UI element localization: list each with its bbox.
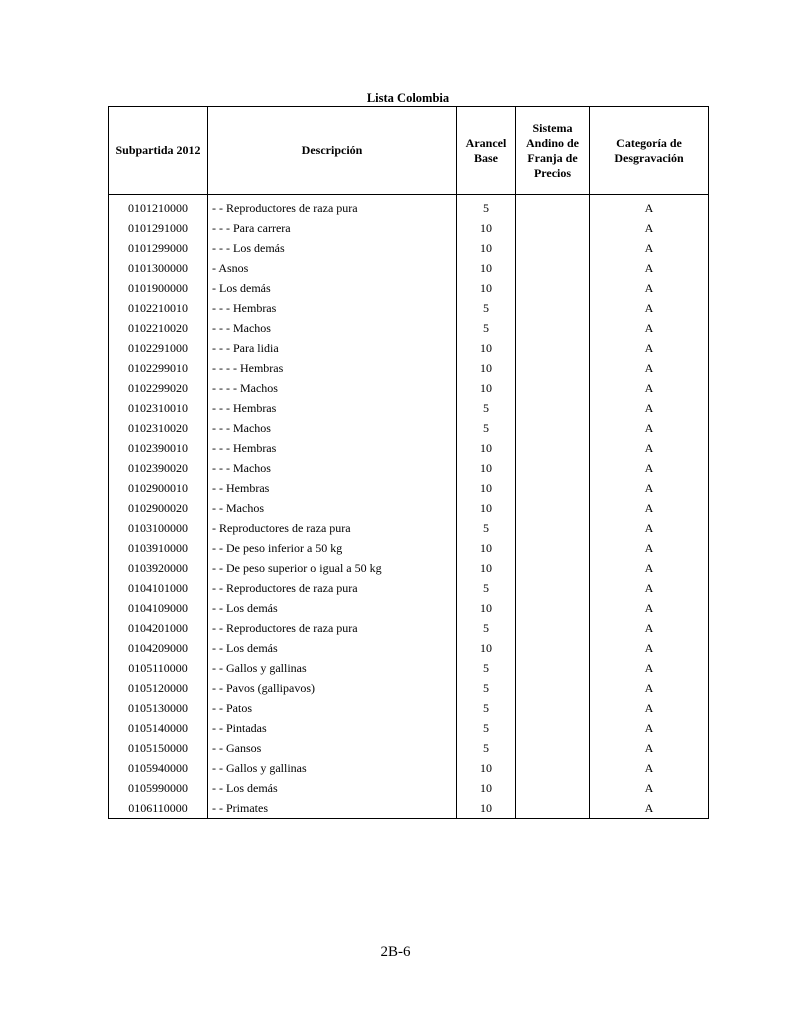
table-body: [109, 195, 709, 819]
category-cell: A: [590, 238, 709, 258]
category-cell: A: [590, 358, 709, 378]
header-categoria: Categoría de Desgravación: [590, 107, 709, 195]
description-cell: - Los demás: [208, 278, 457, 298]
code-cell: 0102291000: [109, 338, 208, 358]
price-band-cell: [516, 778, 590, 798]
category-cell: A: [590, 718, 709, 738]
description-cell: - - Gallos y gallinas: [208, 758, 457, 778]
description-cell: - - - Machos: [208, 318, 457, 338]
table-row: [109, 638, 709, 658]
category-cell: A: [590, 498, 709, 518]
description-cell: - - Reproductores de raza pura: [208, 198, 457, 218]
code-cell: 0101299000: [109, 238, 208, 258]
price-band-cell: [516, 718, 590, 738]
price-band-cell: [516, 538, 590, 558]
price-band-cell: [516, 658, 590, 678]
base-rate-cell: 5: [457, 198, 516, 218]
base-rate-cell: 10: [457, 258, 516, 278]
code-cell: 0102210020: [109, 318, 208, 338]
table-row: [109, 238, 709, 258]
description-cell: - - - - Machos: [208, 378, 457, 398]
description-cell: - - Reproductores de raza pura: [208, 618, 457, 638]
header-arancel-base: Arancel Base: [457, 107, 516, 195]
description-cell: - - - Hembras: [208, 298, 457, 318]
table-row: [109, 578, 709, 598]
base-rate-cell: 10: [457, 558, 516, 578]
base-rate-cell: 10: [457, 598, 516, 618]
table-row: [109, 618, 709, 638]
price-band-cell: [516, 758, 590, 778]
code-cell: 0102299020: [109, 378, 208, 398]
header-franja-precios: Sistema Andino de Franja de Precios: [516, 107, 590, 195]
table-row: [109, 738, 709, 758]
code-cell: 0106110000: [109, 798, 208, 819]
price-band-cell: [516, 238, 590, 258]
base-rate-cell: 10: [457, 478, 516, 498]
table-row: [109, 518, 709, 538]
code-cell: 0103100000: [109, 518, 208, 538]
code-cell: 0101900000: [109, 278, 208, 298]
description-cell: - - Pintadas: [208, 718, 457, 738]
table-row: [109, 538, 709, 558]
base-rate-cell: 5: [457, 698, 516, 718]
code-cell: 0103910000: [109, 538, 208, 558]
base-rate-cell: 5: [457, 418, 516, 438]
category-cell: A: [590, 218, 709, 238]
description-cell: - - De peso inferior a 50 kg: [208, 538, 457, 558]
price-band-cell: [516, 518, 590, 538]
code-cell: 0101291000: [109, 218, 208, 238]
description-cell: - - Machos: [208, 498, 457, 518]
table-row: [109, 778, 709, 798]
description-cell: - Asnos: [208, 258, 457, 278]
price-band-cell: [516, 438, 590, 458]
table-row: [109, 658, 709, 678]
code-cell: 0105150000: [109, 738, 208, 758]
category-cell: A: [590, 438, 709, 458]
description-cell: - - - Machos: [208, 458, 457, 478]
price-band-cell: [516, 258, 590, 278]
category-cell: A: [590, 518, 709, 538]
category-cell: A: [590, 278, 709, 298]
base-rate-cell: 5: [457, 678, 516, 698]
base-rate-cell: 5: [457, 398, 516, 418]
category-cell: A: [590, 758, 709, 778]
base-rate-cell: 5: [457, 738, 516, 758]
base-rate-cell: 10: [457, 638, 516, 658]
price-band-cell: [516, 218, 590, 238]
table-row: [109, 458, 709, 478]
description-cell: - - Primates: [208, 798, 457, 819]
base-rate-cell: 10: [457, 378, 516, 398]
price-band-cell: [516, 598, 590, 618]
code-cell: 0102299010: [109, 358, 208, 378]
table-row: [109, 358, 709, 378]
table-row: [109, 758, 709, 778]
base-rate-cell: 10: [457, 238, 516, 258]
description-cell: - - - Para carrera: [208, 218, 457, 238]
table-row: [109, 718, 709, 738]
price-band-cell: [516, 738, 590, 758]
price-band-cell: [516, 558, 590, 578]
table-row: [109, 398, 709, 418]
category-cell: A: [590, 458, 709, 478]
code-cell: 0105130000: [109, 698, 208, 718]
code-cell: 0102390010: [109, 438, 208, 458]
description-cell: - - Los demás: [208, 598, 457, 618]
table-row: [109, 678, 709, 698]
code-cell: 0105940000: [109, 758, 208, 778]
code-cell: 0105140000: [109, 718, 208, 738]
description-cell: - - Gallos y gallinas: [208, 658, 457, 678]
page-number: 2B-6: [380, 944, 411, 960]
base-rate-cell: 10: [457, 218, 516, 238]
code-cell: 0101300000: [109, 258, 208, 278]
price-band-cell: [516, 198, 590, 218]
category-cell: A: [590, 258, 709, 278]
description-cell: - - De peso superior o igual a 50 kg: [208, 558, 457, 578]
category-cell: A: [590, 658, 709, 678]
price-band-cell: [516, 618, 590, 638]
base-rate-cell: 5: [457, 618, 516, 638]
table-row: [109, 338, 709, 358]
description-cell: - Reproductores de raza pura: [208, 518, 457, 538]
table-header-row: [109, 107, 709, 195]
category-cell: A: [590, 738, 709, 758]
table-row: [109, 298, 709, 318]
description-cell: - - - Los demás: [208, 238, 457, 258]
tariff-table: [108, 106, 709, 819]
description-cell: - - Patos: [208, 698, 457, 718]
code-cell: 0102310020: [109, 418, 208, 438]
category-cell: A: [590, 378, 709, 398]
code-cell: 0104109000: [109, 598, 208, 618]
category-cell: A: [590, 538, 709, 558]
base-rate-cell: 5: [457, 318, 516, 338]
table-row: [109, 498, 709, 518]
price-band-cell: [516, 478, 590, 498]
category-cell: A: [590, 338, 709, 358]
base-rate-cell: 10: [457, 438, 516, 458]
category-cell: A: [590, 318, 709, 338]
table-row: [109, 218, 709, 238]
code-cell: 0105120000: [109, 678, 208, 698]
description-cell: - - - Hembras: [208, 438, 457, 458]
category-cell: A: [590, 678, 709, 698]
base-rate-cell: 10: [457, 458, 516, 478]
base-rate-cell: 10: [457, 538, 516, 558]
price-band-cell: [516, 458, 590, 478]
base-rate-cell: 10: [457, 798, 516, 819]
base-rate-cell: 10: [457, 278, 516, 298]
price-band-cell: [516, 798, 590, 819]
table-row: [109, 378, 709, 398]
category-cell: A: [590, 418, 709, 438]
category-cell: A: [590, 638, 709, 658]
code-cell: 0104201000: [109, 618, 208, 638]
category-cell: A: [590, 578, 709, 598]
price-band-cell: [516, 578, 590, 598]
base-rate-cell: 10: [457, 498, 516, 518]
category-cell: A: [590, 198, 709, 218]
price-band-cell: [516, 318, 590, 338]
table-row: [109, 278, 709, 298]
price-band-cell: [516, 398, 590, 418]
base-rate-cell: 5: [457, 718, 516, 738]
page-title: Lista Colombia: [366, 91, 450, 105]
category-cell: A: [590, 298, 709, 318]
price-band-cell: [516, 498, 590, 518]
description-cell: - - Hembras: [208, 478, 457, 498]
table-row: [109, 438, 709, 458]
category-cell: A: [590, 478, 709, 498]
category-cell: A: [590, 398, 709, 418]
base-rate-cell: 5: [457, 298, 516, 318]
price-band-cell: [516, 358, 590, 378]
table-row: [109, 558, 709, 578]
category-cell: A: [590, 798, 709, 819]
price-band-cell: [516, 678, 590, 698]
header-descripcion: Descripción: [208, 107, 457, 195]
code-cell: 0104101000: [109, 578, 208, 598]
price-band-cell: [516, 338, 590, 358]
category-cell: A: [590, 618, 709, 638]
base-rate-cell: 5: [457, 518, 516, 538]
base-rate-cell: 10: [457, 358, 516, 378]
category-cell: A: [590, 778, 709, 798]
code-cell: 0105990000: [109, 778, 208, 798]
description-cell: - - - Machos: [208, 418, 457, 438]
category-cell: A: [590, 698, 709, 718]
description-cell: - - Gansos: [208, 738, 457, 758]
description-cell: - - - - Hembras: [208, 358, 457, 378]
description-cell: - - Pavos (gallipavos): [208, 678, 457, 698]
table-row: [109, 418, 709, 438]
table-row: [109, 258, 709, 278]
table-row: [109, 698, 709, 718]
price-band-cell: [516, 298, 590, 318]
code-cell: 0101210000: [109, 198, 208, 218]
price-band-cell: [516, 278, 590, 298]
price-band-cell: [516, 638, 590, 658]
code-cell: 0102310010: [109, 398, 208, 418]
base-rate-cell: 10: [457, 758, 516, 778]
table-row: [109, 598, 709, 618]
base-rate-cell: 5: [457, 658, 516, 678]
description-cell: - - Reproductores de raza pura: [208, 578, 457, 598]
base-rate-cell: 10: [457, 338, 516, 358]
table-row: [109, 798, 709, 819]
code-cell: 0102900020: [109, 498, 208, 518]
description-cell: - - Los demás: [208, 778, 457, 798]
code-cell: 0102900010: [109, 478, 208, 498]
table-row: [109, 478, 709, 498]
table-row: [109, 318, 709, 338]
table-row: [109, 198, 709, 218]
description-cell: - - Los demás: [208, 638, 457, 658]
code-cell: 0104209000: [109, 638, 208, 658]
price-band-cell: [516, 698, 590, 718]
description-cell: - - - Hembras: [208, 398, 457, 418]
price-band-cell: [516, 418, 590, 438]
price-band-cell: [516, 378, 590, 398]
code-cell: 0105110000: [109, 658, 208, 678]
category-cell: A: [590, 598, 709, 618]
base-rate-cell: 5: [457, 578, 516, 598]
category-cell: A: [590, 558, 709, 578]
base-rate-cell: 10: [457, 778, 516, 798]
header-subpartida: Subpartida 2012: [109, 107, 208, 195]
code-cell: 0102390020: [109, 458, 208, 478]
description-cell: - - - Para lidia: [208, 338, 457, 358]
code-cell: 0103920000: [109, 558, 208, 578]
code-cell: 0102210010: [109, 298, 208, 318]
